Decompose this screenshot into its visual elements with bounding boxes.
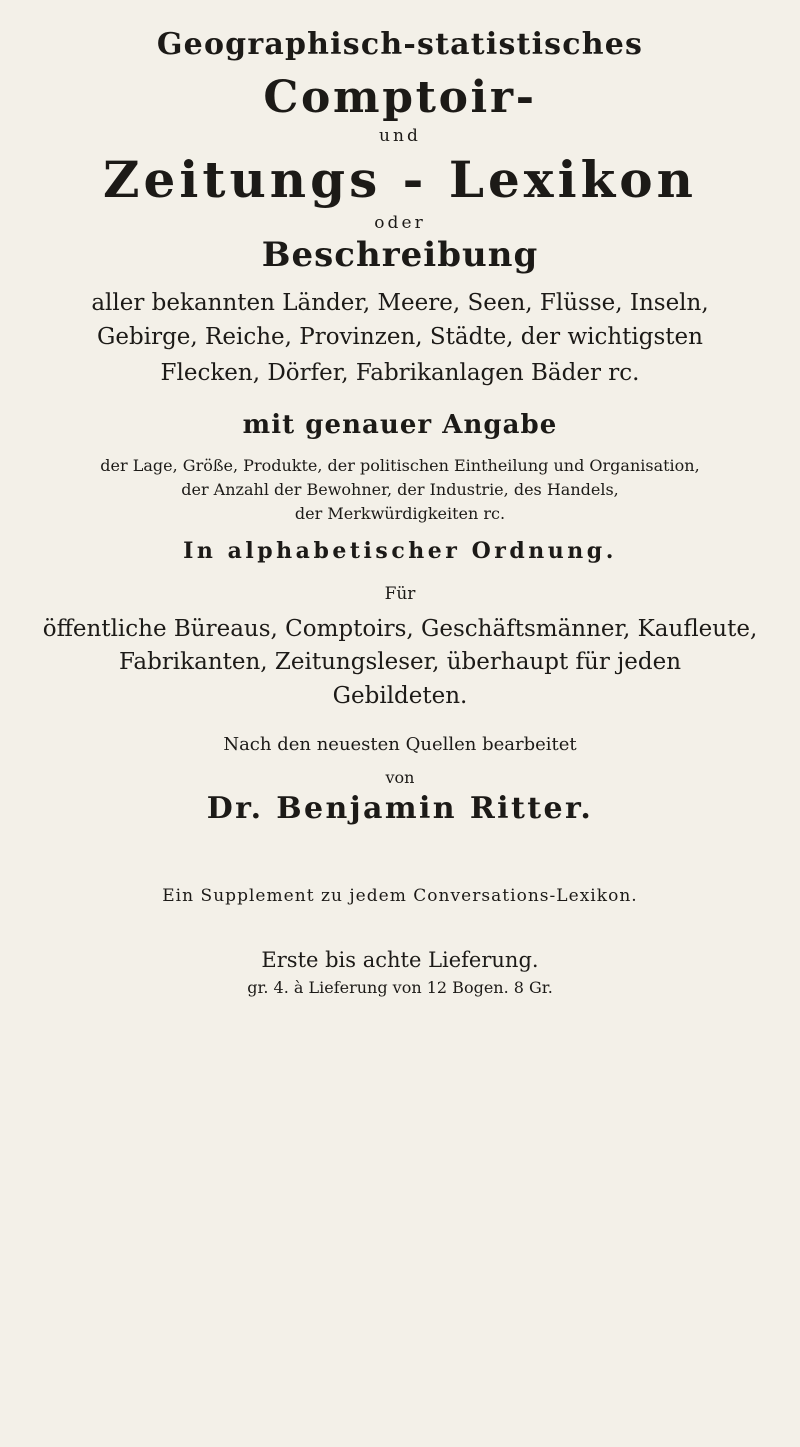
subheading-mit-genauer-angabe: mit genauer Angabe xyxy=(242,410,558,440)
desc-line-1: aller bekannten Länder, Meere, Seen, Flüsse, Inseln, xyxy=(91,290,709,316)
heading-zeitungs-lexikon: Zeitungs - Lexikon xyxy=(103,150,697,209)
detail-line-3: der Merkwürdigkeiten rc. xyxy=(294,504,506,523)
detail-line-2: der Anzahl der Bewohner, der Industrie, des Handels, xyxy=(181,480,619,499)
desc-line-3: Flecken, Dörfer, Fabrikanlagen Bäder rc. xyxy=(160,360,640,386)
order-line: In alphabetischer Ordnung. xyxy=(183,538,617,564)
supplement-line: Ein Supplement zu jedem Conversations-Lexikon. xyxy=(162,886,638,906)
heading-geographisch: Geographisch-statistisches xyxy=(156,27,644,62)
desc-line-2: Gebirge, Reiche, Provinzen, Städte, der wichtigsten xyxy=(97,324,703,350)
connector-oder: oder xyxy=(374,213,426,233)
heading-comptoir: Comptoir- xyxy=(263,72,537,123)
delivery-line: Erste bis achte Lieferung. xyxy=(261,948,539,972)
author-name: Dr. Benjamin Ritter. xyxy=(206,791,594,826)
audience-line-3: Gebildeten. xyxy=(332,683,468,709)
fuer-label: Für xyxy=(384,584,416,604)
heading-beschreibung: Beschreibung xyxy=(261,235,539,275)
price-line: gr. 4. à Lieferung von 12 Bogen. 8 Gr. xyxy=(247,978,553,997)
von-label: von xyxy=(385,768,415,787)
audience-line-2: Fabrikanten, Zeitungsleser, überhaupt für jeden xyxy=(118,649,682,675)
connector-und: und xyxy=(379,126,421,146)
source-line: Nach den neuesten Quellen bearbeitet xyxy=(223,734,577,755)
audience-line-1: öffentliche Büreaus, Comptoirs, Geschäftsmänner, Kaufleute, xyxy=(42,616,758,642)
detail-line-1: der Lage, Größe, Produkte, der politischen Eintheilung und Organisation, xyxy=(100,456,700,475)
